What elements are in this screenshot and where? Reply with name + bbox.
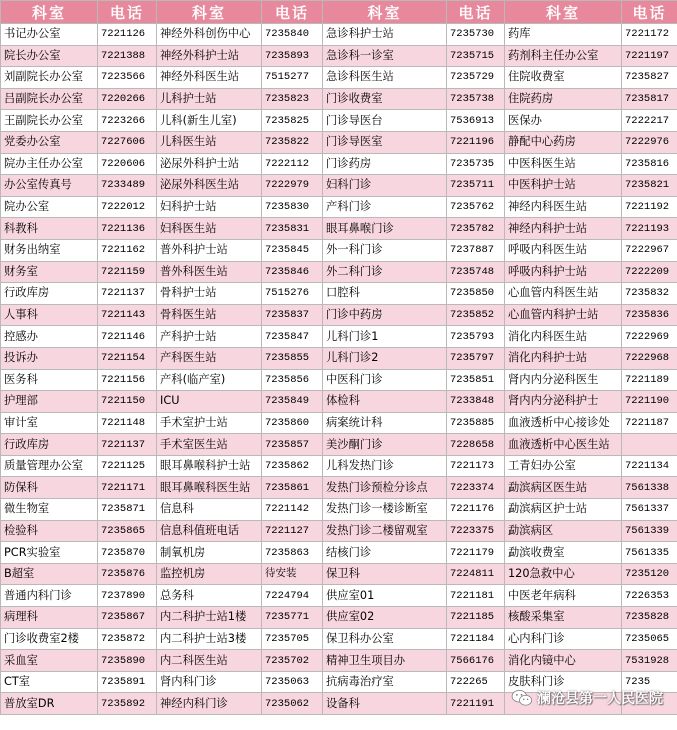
department-cell: 科教科	[1, 218, 98, 240]
department-cell: 保卫科办公室	[323, 628, 447, 650]
phone-cell: 7235831	[262, 218, 323, 240]
phone-cell: 待安装	[262, 563, 323, 585]
department-cell: 肾内科门诊	[157, 671, 262, 693]
phone-cell: 7233489	[98, 175, 157, 197]
department-cell: 心血管内科护士站	[505, 304, 622, 326]
department-cell: 审计室	[1, 412, 98, 434]
phone-cell: 7221146	[98, 326, 157, 348]
phone-cell: 7235738	[447, 88, 505, 110]
phone-cell: 7221137	[98, 283, 157, 305]
header-dept-1: 科室	[1, 1, 98, 24]
table-row	[1, 239, 677, 261]
table-row	[1, 499, 677, 521]
department-cell: 医保办	[505, 110, 622, 132]
phone-cell: 7221159	[98, 261, 157, 283]
department-cell: 住院药房	[505, 88, 622, 110]
phone-cell: 7221197	[622, 45, 677, 67]
department-cell: 结核门诊	[323, 542, 447, 564]
department-cell: 设备科	[323, 693, 447, 715]
phone-cell: 7221136	[98, 218, 157, 240]
department-cell: 住院收费室	[505, 67, 622, 89]
department-cell: 消化内镜中心	[505, 650, 622, 672]
phone-cell: 7561337	[622, 499, 677, 521]
department-cell: 病理科	[1, 607, 98, 629]
table-row	[1, 671, 677, 693]
phone-cell: 7235867	[98, 607, 157, 629]
phone-cell: 7235872	[98, 628, 157, 650]
department-cell: 工青妇办公室	[505, 455, 622, 477]
table-row	[1, 67, 677, 89]
phone-cell: 7221172	[622, 24, 677, 46]
department-cell: 普外科医生站	[157, 261, 262, 283]
phone-cell: 7235816	[622, 153, 677, 175]
phone-cell: 7536913	[447, 110, 505, 132]
phone-cell: 7221191	[447, 693, 505, 715]
phone-cell: 7235828	[622, 607, 677, 629]
phone-cell: 7235846	[262, 261, 323, 283]
department-cell: 儿科门诊2	[323, 347, 447, 369]
phone-cell: 7515276	[262, 283, 323, 305]
department-cell: 发热门诊一楼诊断室	[323, 499, 447, 521]
phone-cell: 7235885	[447, 412, 505, 434]
phone-cell: 7237890	[98, 585, 157, 607]
table-row	[1, 628, 677, 650]
department-cell: 普通内科门诊	[1, 585, 98, 607]
department-cell: 消化内科护士站	[505, 347, 622, 369]
department-cell: 体检科	[323, 391, 447, 413]
department-cell: 采血室	[1, 650, 98, 672]
department-cell: 血液透析中心接诊处	[505, 412, 622, 434]
department-cell: 神经外科创伤中心	[157, 24, 262, 46]
phone-cell: 7235715	[447, 45, 505, 67]
header-dept-2: 科室	[157, 1, 262, 24]
header-phone-3: 电话	[447, 1, 505, 24]
department-cell: 勐滨病区医生站	[505, 477, 622, 499]
phone-cell: 7235871	[98, 499, 157, 521]
table-row	[1, 607, 677, 629]
department-cell: 泌尿外科护士站	[157, 153, 262, 175]
department-cell: 口腔科	[323, 283, 447, 305]
department-cell: 门诊中药房	[323, 304, 447, 326]
phone-cell: 7235063	[262, 671, 323, 693]
department-cell: 消化内科医生站	[505, 326, 622, 348]
department-cell: 内二科医生站	[157, 650, 262, 672]
phone-cell	[622, 434, 677, 456]
phone-cell: 7235847	[262, 326, 323, 348]
department-cell: 监控机房	[157, 563, 262, 585]
department-cell: 供应室02	[323, 607, 447, 629]
department-cell: 医务科	[1, 369, 98, 391]
table-row	[1, 175, 677, 197]
department-cell: 信息科	[157, 499, 262, 521]
department-cell: 肾内内分泌科护士	[505, 391, 622, 413]
phone-cell: 7235735	[447, 153, 505, 175]
phone-cell: 7235849	[262, 391, 323, 413]
phone-cell: 7222968	[622, 347, 677, 369]
watermark-text: 澜沧县第一人民医院	[537, 691, 663, 707]
department-cell: 投诉办	[1, 347, 98, 369]
table-row	[1, 261, 677, 283]
phone-cell: 7226353	[622, 585, 677, 607]
table-row	[1, 326, 677, 348]
phone-cell: 7221154	[98, 347, 157, 369]
phone-cell: 7531928	[622, 650, 677, 672]
department-cell: 门诊收费室2楼	[1, 628, 98, 650]
phone-cell: 7222112	[262, 153, 323, 175]
phone-cell	[622, 693, 677, 715]
department-cell: 行政库房	[1, 434, 98, 456]
phone-cell: 7221184	[447, 628, 505, 650]
department-cell: 财务室	[1, 261, 98, 283]
phone-cell: 7223374	[447, 477, 505, 499]
phone-cell: 7237887	[447, 239, 505, 261]
phone-cell: 7561335	[622, 542, 677, 564]
phone-cell: 7221137	[98, 434, 157, 456]
phone-cell: 7566176	[447, 650, 505, 672]
phone-cell: 7235862	[262, 455, 323, 477]
department-cell: 皮肤科门诊	[505, 671, 622, 693]
department-cell: 神经外科医生站	[157, 67, 262, 89]
phone-cell: 7222969	[622, 326, 677, 348]
department-cell: 普外科护士站	[157, 239, 262, 261]
department-cell: 神经内科护士站	[505, 218, 622, 240]
department-cell: 神经内科门诊	[157, 693, 262, 715]
phone-cell: 7222979	[262, 175, 323, 197]
department-cell: 泌尿外科医生站	[157, 175, 262, 197]
phone-cell: 7233848	[447, 391, 505, 413]
phone-cell: 7235892	[98, 693, 157, 715]
phone-cell: 7235893	[262, 45, 323, 67]
department-cell: PCR实验室	[1, 542, 98, 564]
department-cell: 妇科门诊	[323, 175, 447, 197]
department-cell: 党委办公室	[1, 131, 98, 153]
table-row	[1, 693, 677, 715]
department-cell: 120急救中心	[505, 563, 622, 585]
department-cell: 药库	[505, 24, 622, 46]
table-row	[1, 347, 677, 369]
department-cell: 儿科发热门诊	[323, 455, 447, 477]
department-cell: 眼耳鼻喉科医生站	[157, 477, 262, 499]
phone-cell: 7221171	[98, 477, 157, 499]
phone-cell: 7221189	[622, 369, 677, 391]
phone-cell: 7221150	[98, 391, 157, 413]
phone-cell: 7235762	[447, 196, 505, 218]
department-cell: 办公室传真号	[1, 175, 98, 197]
department-cell: 门诊导医室	[323, 131, 447, 153]
phone-cell: 7221176	[447, 499, 505, 521]
department-cell: 院长办公室	[1, 45, 98, 67]
header-phone-1: 电话	[98, 1, 157, 24]
table-row	[1, 650, 677, 672]
phone-cell: 7221125	[98, 455, 157, 477]
department-cell: 总务科	[157, 585, 262, 607]
phone-cell: 7235702	[262, 650, 323, 672]
department-cell: 外二科门诊	[323, 261, 447, 283]
table-row	[1, 542, 677, 564]
department-cell: 儿科医生站	[157, 131, 262, 153]
table-row	[1, 131, 677, 153]
department-cell: 保卫科	[323, 563, 447, 585]
department-cell: 美沙酮门诊	[323, 434, 447, 456]
phone-cell: 7222976	[622, 131, 677, 153]
phone-cell: 7235876	[98, 563, 157, 585]
department-cell: 手术室护士站	[157, 412, 262, 434]
phone-cell: 7235817	[622, 88, 677, 110]
phone-cell: 7223375	[447, 520, 505, 542]
phone-cell: 7235822	[262, 131, 323, 153]
phone-cell: 7235821	[622, 175, 677, 197]
department-cell: 供应室01	[323, 585, 447, 607]
phone-cell: 7235850	[447, 283, 505, 305]
table-row	[1, 585, 677, 607]
phone-cell: 7221185	[447, 607, 505, 629]
phone-cell: 7224811	[447, 563, 505, 585]
department-cell: 核酸采集室	[505, 607, 622, 629]
phone-cell: 7235857	[262, 434, 323, 456]
phone-cell: 7235855	[262, 347, 323, 369]
table-row	[1, 218, 677, 240]
phone-cell: 7235851	[447, 369, 505, 391]
department-cell: 护理部	[1, 391, 98, 413]
phone-cell: 7224794	[262, 585, 323, 607]
phone-cell: 7221162	[98, 239, 157, 261]
table-row	[1, 563, 677, 585]
department-cell: 儿科(新生儿室)	[157, 110, 262, 132]
department-cell: 质量管理办公室	[1, 455, 98, 477]
department-cell: 门诊药房	[323, 153, 447, 175]
department-cell: 药剂科主任办公室	[505, 45, 622, 67]
phone-cell: 7235890	[98, 650, 157, 672]
table-row	[1, 477, 677, 499]
table-row	[1, 369, 677, 391]
phone-cell: 7235891	[98, 671, 157, 693]
table-row	[1, 455, 677, 477]
phone-cell: 7235825	[262, 110, 323, 132]
phone-cell: 7235729	[447, 67, 505, 89]
department-cell: 发热门诊二楼留观室	[323, 520, 447, 542]
department-cell: 门诊收费室	[323, 88, 447, 110]
department-cell: 眼耳鼻喉门诊	[323, 218, 447, 240]
phone-cell: 7235863	[262, 542, 323, 564]
department-cell	[505, 693, 622, 715]
phone-cell: 7221179	[447, 542, 505, 564]
department-cell: 骨科护士站	[157, 283, 262, 305]
department-cell: 门诊导医台	[323, 110, 447, 132]
phone-cell: 7235062	[262, 693, 323, 715]
department-cell: 呼吸内科医生站	[505, 239, 622, 261]
department-cell: 控感办	[1, 326, 98, 348]
phone-cell: 7235	[622, 671, 677, 693]
phone-cell: 7235827	[622, 67, 677, 89]
department-cell: 精神卫生项目办	[323, 650, 447, 672]
phone-cell: 7222217	[622, 110, 677, 132]
department-cell: 病案统计科	[323, 412, 447, 434]
phone-cell: 7235861	[262, 477, 323, 499]
phone-cell: 7235748	[447, 261, 505, 283]
department-cell: 神经内科医生站	[505, 196, 622, 218]
department-cell: 中医科护士站	[505, 175, 622, 197]
phone-cell: 7222209	[622, 261, 677, 283]
phone-cell: 7235837	[262, 304, 323, 326]
department-cell: 王副院长办公室	[1, 110, 98, 132]
phone-cell: 7235705	[262, 628, 323, 650]
table-row	[1, 391, 677, 413]
department-cell: CT室	[1, 671, 98, 693]
table-row	[1, 24, 677, 46]
phone-cell: 7561339	[622, 520, 677, 542]
table-row	[1, 520, 677, 542]
phone-cell: 7235793	[447, 326, 505, 348]
phone-cell: 7235797	[447, 347, 505, 369]
department-cell: 勐滨病区护士站	[505, 499, 622, 521]
department-cell: 刘副院长办公室	[1, 67, 98, 89]
phone-cell: 7223266	[98, 110, 157, 132]
phone-cell: 7235782	[447, 218, 505, 240]
table-body	[1, 24, 677, 715]
phone-cell: 7561338	[622, 477, 677, 499]
department-cell: 书记办公室	[1, 24, 98, 46]
department-cell: 财务出纳室	[1, 239, 98, 261]
department-cell: B超室	[1, 563, 98, 585]
phone-cell: 7221181	[447, 585, 505, 607]
department-cell: 院办公室	[1, 196, 98, 218]
table-row	[1, 304, 677, 326]
department-cell: 产科护士站	[157, 326, 262, 348]
table-row	[1, 283, 677, 305]
phone-cell: 7235860	[262, 412, 323, 434]
department-cell: 抗病毒治疗室	[323, 671, 447, 693]
header-phone-2: 电话	[262, 1, 323, 24]
phone-cell: 7235845	[262, 239, 323, 261]
phone-cell: 7235065	[622, 628, 677, 650]
phone-cell: 7235870	[98, 542, 157, 564]
department-cell: 产科医生站	[157, 347, 262, 369]
department-cell: 儿科门诊1	[323, 326, 447, 348]
phone-cell: 7222967	[622, 239, 677, 261]
phone-cell: 7221142	[262, 499, 323, 521]
department-cell: 院办主任办公室	[1, 153, 98, 175]
phone-cell: 7227606	[98, 131, 157, 153]
department-cell: 肾内内分泌科医生	[505, 369, 622, 391]
table-row	[1, 88, 677, 110]
header-phone-4: 电话	[622, 1, 677, 24]
department-cell: 勐滨病区	[505, 520, 622, 542]
department-cell: 妇科护士站	[157, 196, 262, 218]
header-row	[1, 1, 677, 24]
phone-cell: 7221190	[622, 391, 677, 413]
department-cell: 静配中心药房	[505, 131, 622, 153]
department-cell: 普放室DR	[1, 693, 98, 715]
header-dept-4: 科室	[505, 1, 622, 24]
phone-cell: 7235840	[262, 24, 323, 46]
department-cell: 神经外科护士站	[157, 45, 262, 67]
phone-cell: 7235865	[98, 520, 157, 542]
phone-cell: 7235823	[262, 88, 323, 110]
department-cell: 血液透析中心医生站	[505, 434, 622, 456]
department-cell: 吕副院长办公室	[1, 88, 98, 110]
department-cell: 呼吸内科护士站	[505, 261, 622, 283]
department-cell: 内二科护士站3楼	[157, 628, 262, 650]
table-row	[1, 110, 677, 132]
phone-cell: 7235852	[447, 304, 505, 326]
department-cell: 中医老年病科	[505, 585, 622, 607]
phone-cell: 7221134	[622, 455, 677, 477]
phone-cell: 7235830	[262, 196, 323, 218]
phone-cell: 7220606	[98, 153, 157, 175]
phone-cell: 7221156	[98, 369, 157, 391]
department-cell: 急诊科一诊室	[323, 45, 447, 67]
phone-cell: 7235711	[447, 175, 505, 197]
department-cell: 妇科医生站	[157, 218, 262, 240]
department-cell: 人事科	[1, 304, 98, 326]
department-cell: 勐滨收费室	[505, 542, 622, 564]
phone-cell: 7222012	[98, 196, 157, 218]
department-cell: 信息科值班电话	[157, 520, 262, 542]
department-cell: 产科(临产室)	[157, 369, 262, 391]
phone-cell: 7515277	[262, 67, 323, 89]
phone-cell: 7221187	[622, 412, 677, 434]
department-cell: 手术室医生站	[157, 434, 262, 456]
department-cell: 骨科医生站	[157, 304, 262, 326]
department-cell: 制氧机房	[157, 542, 262, 564]
phone-cell: 7221126	[98, 24, 157, 46]
department-cell: ICU	[157, 391, 262, 413]
table-row	[1, 434, 677, 456]
phone-cell: 7221388	[98, 45, 157, 67]
department-cell: 心血管内科医生站	[505, 283, 622, 305]
department-cell: 检验科	[1, 520, 98, 542]
phone-cell: 7235120	[622, 563, 677, 585]
department-cell: 防保科	[1, 477, 98, 499]
department-cell: 急诊科护士站	[323, 24, 447, 46]
table-row	[1, 412, 677, 434]
phone-cell: 7235836	[622, 304, 677, 326]
table-row	[1, 196, 677, 218]
department-cell: 发热门诊预检分诊点	[323, 477, 447, 499]
phone-cell: 7221127	[262, 520, 323, 542]
department-cell: 微生物室	[1, 499, 98, 521]
phone-cell: 7228658	[447, 434, 505, 456]
phone-cell: 7221193	[622, 218, 677, 240]
phone-cell: 7223566	[98, 67, 157, 89]
phone-cell: 7235856	[262, 369, 323, 391]
phone-cell: 7235730	[447, 24, 505, 46]
phone-cell: 7235832	[622, 283, 677, 305]
phone-cell: 7221143	[98, 304, 157, 326]
department-cell: 内二科护士站1楼	[157, 607, 262, 629]
phone-cell: 7221173	[447, 455, 505, 477]
header-dept-3: 科室	[323, 1, 447, 24]
table-row	[1, 45, 677, 67]
table-row	[1, 153, 677, 175]
department-cell: 行政库房	[1, 283, 98, 305]
department-cell: 中医科门诊	[323, 369, 447, 391]
department-cell: 外一科门诊	[323, 239, 447, 261]
department-cell: 中医科医生站	[505, 153, 622, 175]
phone-cell: 7221192	[622, 196, 677, 218]
phone-cell: 7220266	[98, 88, 157, 110]
department-cell: 儿科护士站	[157, 88, 262, 110]
department-cell: 心内科门诊	[505, 628, 622, 650]
phone-cell: 7221196	[447, 131, 505, 153]
phone-cell: 722265	[447, 671, 505, 693]
phone-cell: 7221148	[98, 412, 157, 434]
phone-cell: 7235771	[262, 607, 323, 629]
department-cell: 眼耳鼻喉科护士站	[157, 455, 262, 477]
department-cell: 急诊科医生站	[323, 67, 447, 89]
department-cell: 产科门诊	[323, 196, 447, 218]
